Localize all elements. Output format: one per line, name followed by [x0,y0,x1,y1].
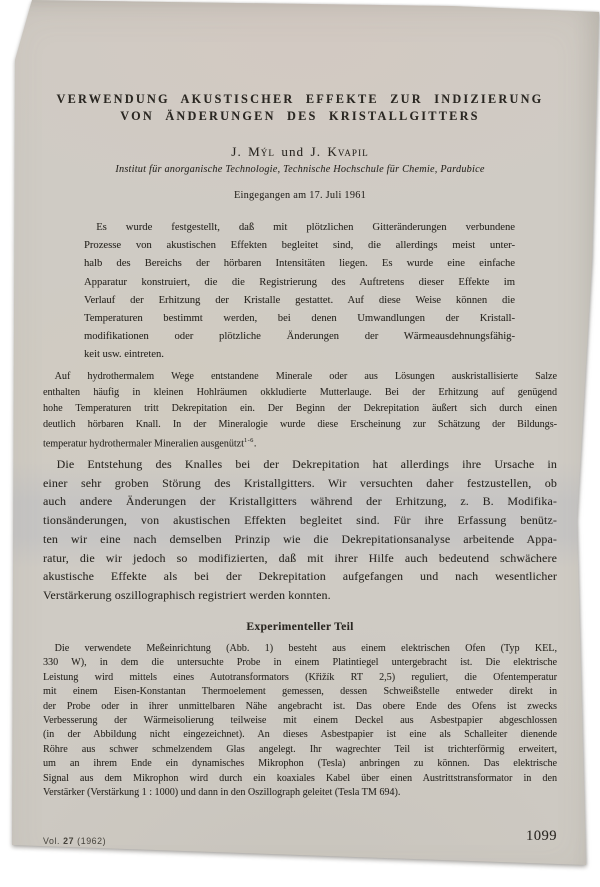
text-line: VON ÄNDERUNGEN DES KRISTALLGITTERS [120,109,480,124]
text-line: um an ihrem Ende ein dynamisches Mikrophon (Tesla) anbringen zu können. Das elektrische [43,758,557,770]
text-line: Verstärkerung oszillographisch registriert werden konnten. [43,587,331,602]
author-name-1: J. Mýl [231,144,275,159]
text-line: einer sehr groben Störung des Kristallgitters. Wir versuchten daher festzustellen, ob [43,475,557,490]
text-line: deutlich hörbaren Knall. In der Mineralogie wurde diese Erscheinung zur Schätzung der Bildungs- [43,419,557,430]
text-line: modifikationen oder plötzliche Änderungen der Wärmeausdehnungsfähig- [84,331,515,343]
text-line: Röhre aus schwer schmelzendem Glas angelegt. Ihr wagrechter Teil ist trichterförmig erweitert, [43,743,557,755]
text-line: Verstärker (Verstärkung 1 : 1000) und dann in den Oszillograph geleitet (Tesla TM 694). [43,787,401,799]
received-date: Eingegangen am 17. Juli 1961 [233,190,367,201]
text-line: Verlauf der Erhitzung der Kristalle gestattet. Auf diese Weise können die [84,294,515,306]
text-line: ratur, die wir jedoch so modifizierten, daß mit ihrer Hilfe auch bedeutend schwächere [43,550,557,565]
text-line: halb des Bereichs der hörbaren Intensitäten liegen. Es wurde eine einfache [84,258,515,270]
text-line: Apparatur konstruiert, die die Registrierung des Auftretens dieser Effekte im [84,276,515,288]
intro-paragraph-2 [43,455,557,605]
page-number: 1099 [526,828,557,844]
text-line: der Probe oder in ihrer unmittelbaren Nähe angebracht ist. Das obere Ende des Ofens ist zwecks [43,700,557,712]
text-line: (in der Abbildung nicht eingezeichnet). An dieses Asbestpapier ist eine als Schalleiter dienende [43,729,557,741]
text-line: VERWENDUNG AKUSTISCHER EFFEKTE ZUR INDIZIERUNG [56,92,544,106]
text-line: 330 W), in dem die untersuchte Probe in einem Platintiegel untergebracht ist. Die elektrische [43,657,557,669]
volume-year: (1962) [77,836,107,846]
text-line: Die Entstehung des Knalles bei der Dekrepitation hat allerdings ihre Ursache in [56,457,557,471]
authors-line [0,144,600,160]
experimental-paragraph [43,642,557,800]
text-line: tionsänderungen, von akustischen Effekten begleitet sind. Für ihre Erfassung benütz- [43,513,557,528]
footer-volume [43,836,106,846]
page-title [28,91,572,126]
text-line: auch andere Änderungen der Kristallgitters während der Erhitzung, z. B. Modifika- [43,494,557,509]
text-line: Temperaturen bestimmt werden, bei denen Umwandlungen der Kristall- [84,313,515,325]
affiliation: Institut für anorganische Technologie, Technische Hochschule für Chemie, Pardubice [115,164,485,175]
text-line: temperatur hydrothermaler Mineralien ausgenützt$^{1-6}$. [43,437,257,450]
text-line: akustische Effekte als bei der Dekrepitation aufgefangen und nach wesentlicher [43,569,557,584]
text-line: Prozesse von akustischen Effekten begleitet sind, die allerdings meist unter- [84,240,515,252]
text-line: Auf hydrothermalem Wege entstandene Minerale oder aus Lösungen auskristallisierte Salze [54,371,557,382]
text-line: Leistung wird mittels eines Autotransformators (Křižík RT 2,5) reguliert, die Ofentemperatur [43,671,557,683]
abstract [84,219,515,365]
text-line: ten wir eine nach demselben Prinzip wie die Dekrepitationsanalyse arbeitende Appa- [43,531,557,546]
volume-label: Vol. [43,836,61,846]
text-line: Signal aus dem Mikrophon wird durch ein koaxiales Kabel über einen Austrittstransformator in den [43,772,557,784]
text-line: keit usw. eintreten. [84,349,164,361]
reference-superscript: 1-6 [243,437,254,444]
text-line: hohe Temperaturen tritt Dekrepitation ein. Der Beginn der Dekrepitation äußert sich durch einen [43,403,557,414]
volume-number: 27 [63,836,75,846]
text-line: Es wurde festgestellt, daß mit plötzlichen Gitteränderungen verbundene [96,222,515,233]
intro-paragraph-1 [43,369,557,452]
text-line: enthalten häufig in kleinen Hohlräumen okkludierte Mutterlauge. Bei der Erhitzung auf genügend [43,387,557,398]
text-line: Verbesserung der Wärmeisolierung teilweise mit einem Deckel aus Asbestpapier abgeschlossen [43,715,557,727]
author-conjunction: und [281,144,305,159]
text-line: mit einem Eisen-Konstantan Thermoelement gemessen, dessen Schweißstelle entweder direkt in [43,686,557,698]
author-name-2: J. Kvapil [310,144,369,159]
text-line: Die verwendete Meßeinrichtung (Abb. 1) besteht aus einem elektrischen Ofen (Typ KEL, [54,643,557,654]
section-heading: Experimenteller Teil [246,620,354,633]
